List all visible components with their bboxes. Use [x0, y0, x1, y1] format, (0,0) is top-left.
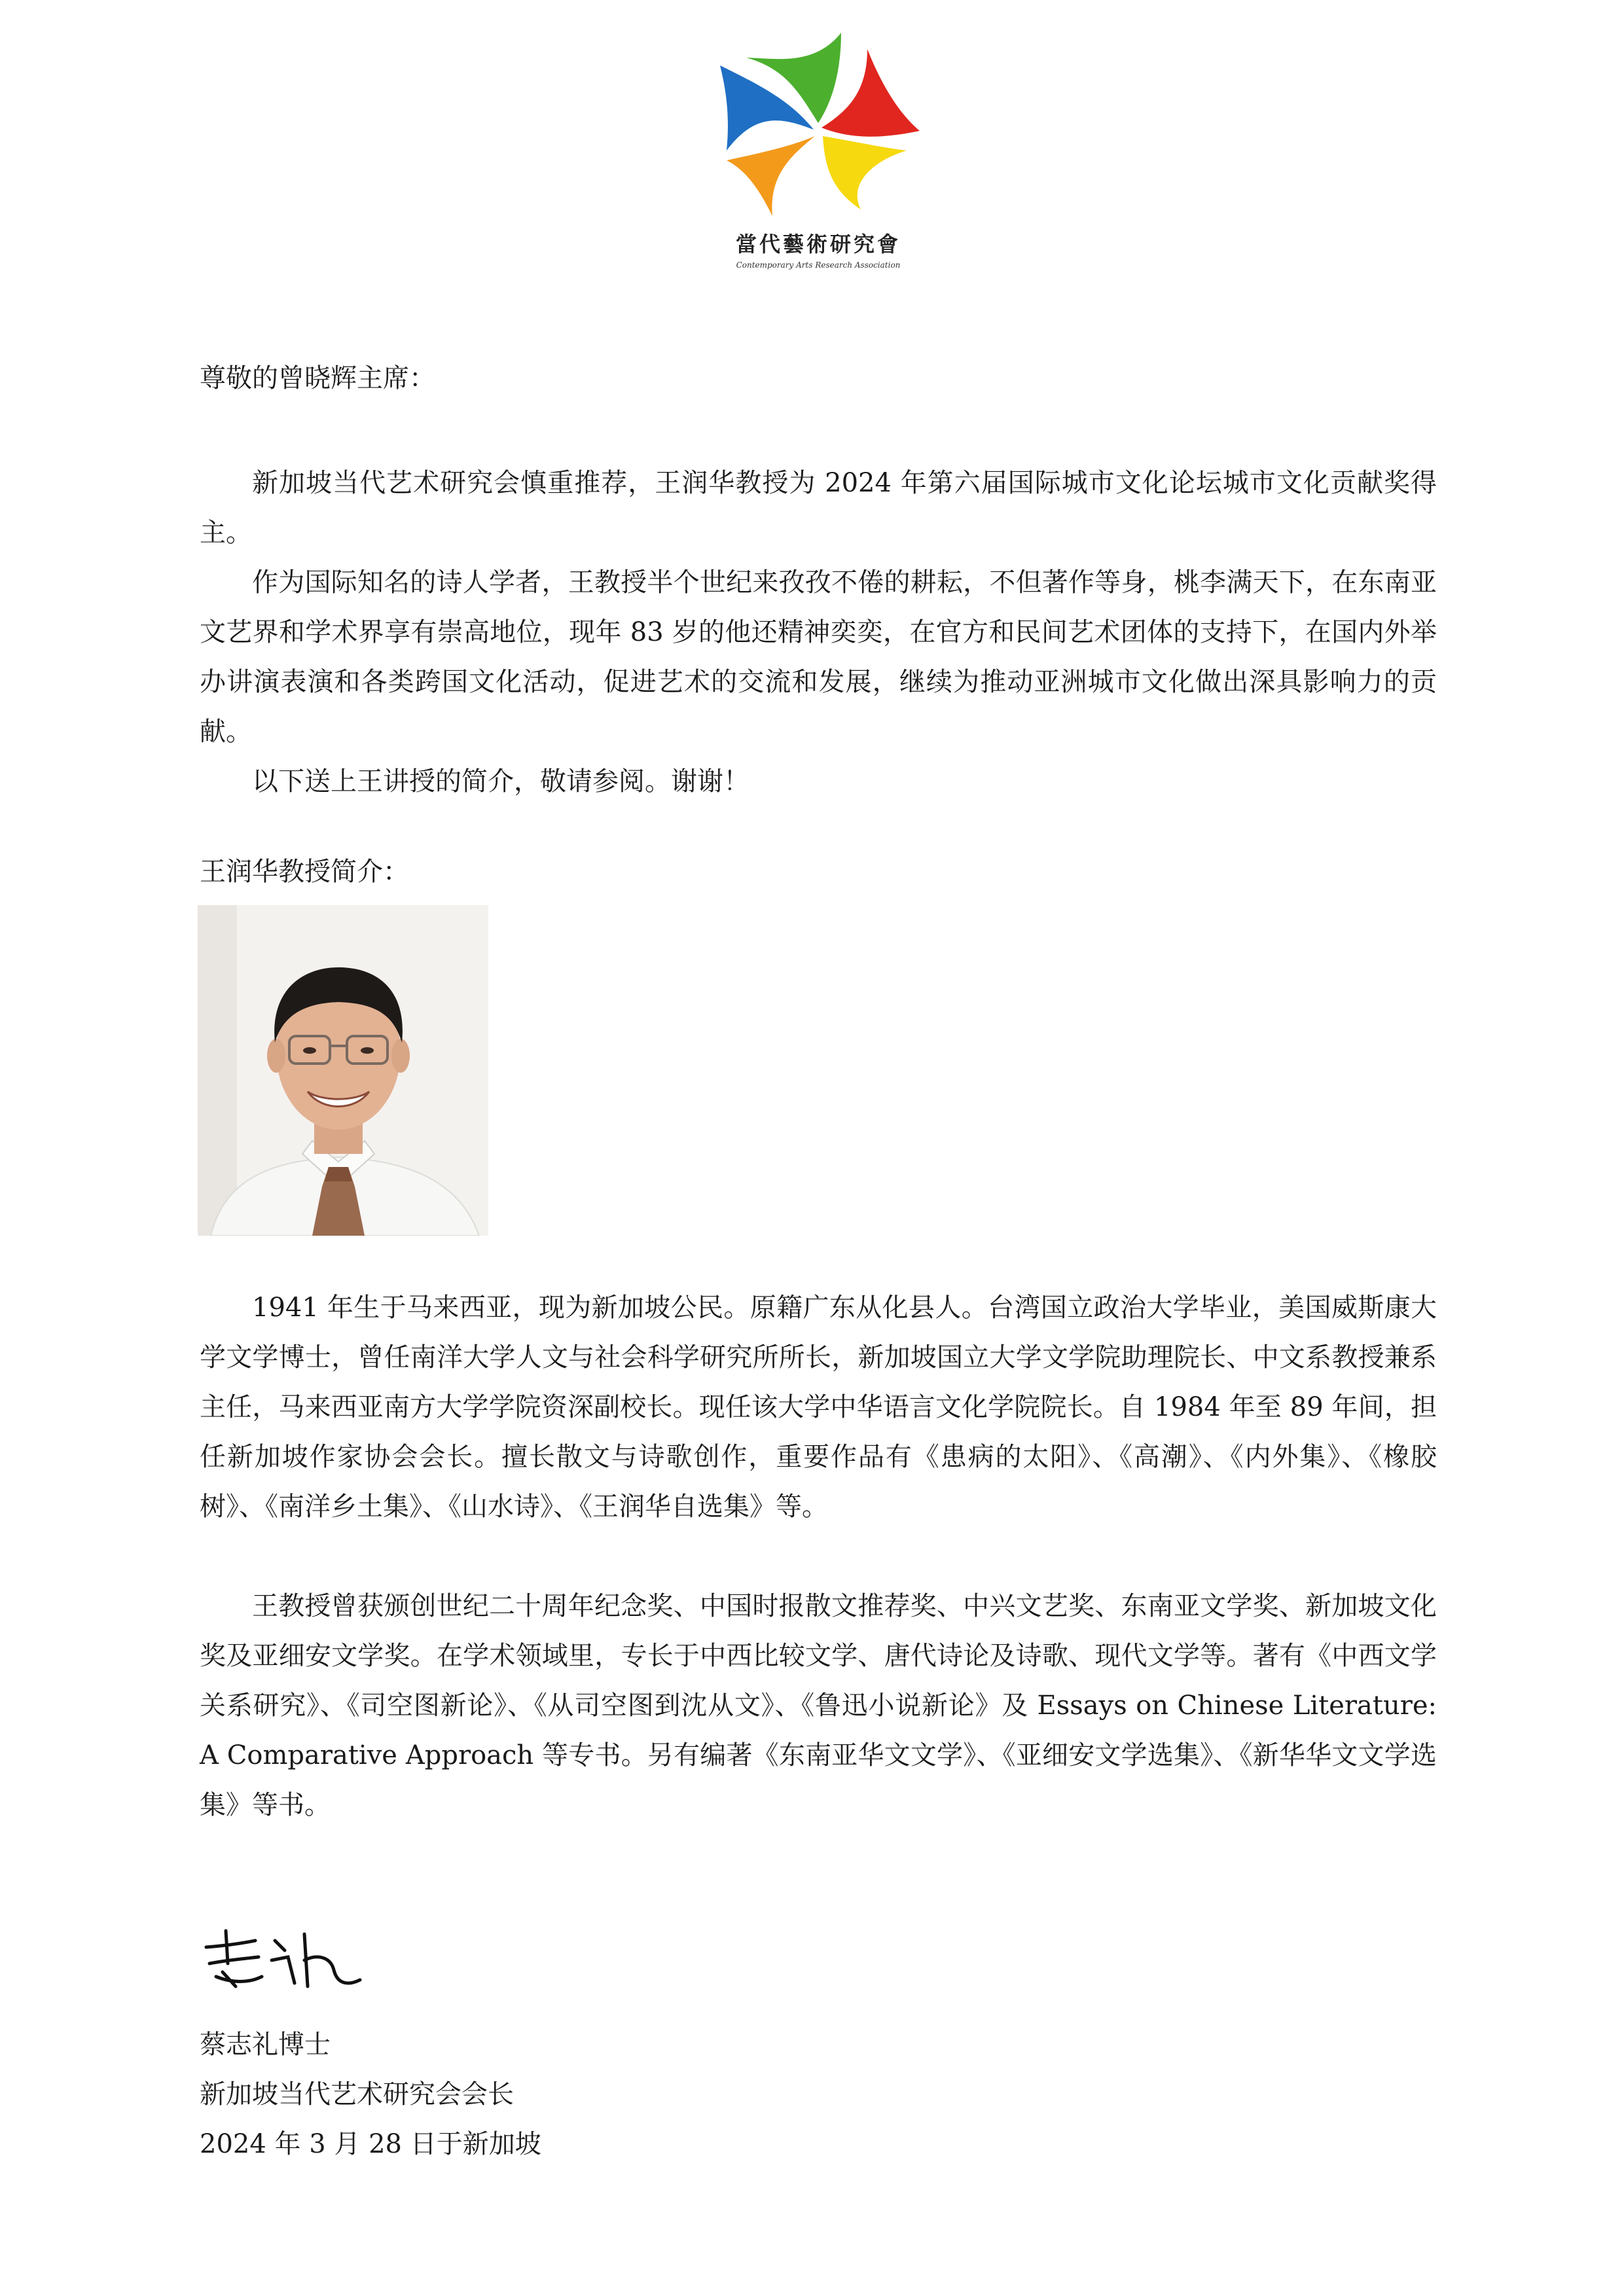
- orange-petal-shape: [727, 136, 815, 216]
- pinwheel-logo-icon: [710, 20, 926, 229]
- yellow-petal-shape: [823, 136, 907, 209]
- handwritten-signature: [196, 1921, 367, 2000]
- closing-block: [200, 2020, 541, 2169]
- biography-text: 1941 年生于马来西亚，现为新加坡公民。原籍广东从化县人。台湾国立政治大学毕业，美国威斯康大学文学博士，曾任南洋大学人文与社会科学研究所所长，新加坡国立大学文学院助理院长、中文系教授兼系主任，马来西亚南方大学学院资深副校长。现任该大学中华语言文化学院院长。自 1984 年至 89 年间，担任新加坡作家协会会长。擅长散文与诗歌创作，重要作品有《患病的太阳》、《高潮》、《内外集》、《橡胶树》、《南洋乡土集》、《山水诗》、《王润华自选集》等。: [200, 1293, 1437, 1522]
- signer-name: 蔡志礼博士: [200, 2030, 331, 2060]
- logo-chinese-name: 當代藝術研究會: [735, 232, 901, 257]
- profile-title: 王润华教授简介：: [200, 857, 409, 887]
- salutation: 尊敬的曾晓辉主席：: [200, 363, 435, 393]
- biography-paragraph-1: [200, 1283, 1437, 1532]
- association-logo: [710, 20, 926, 281]
- portrait-illustration: [198, 905, 488, 1236]
- biography-paragraph-2: [200, 1581, 1437, 1830]
- letter-date: 2024 年 3 月 28 日于新加坡: [200, 2129, 541, 2159]
- closing-request-paragraph: 以下送上王讲授的简介，敬请参阅。谢谢！: [252, 766, 749, 797]
- signer-position: 新加坡当代艺术研究会会长: [200, 2079, 514, 2109]
- achievement-paragraph: 作为国际知名的诗人学者，王教授半个世纪来孜孜不倦的耕耘，不但著作等身，桃李满天下，在东南亚文艺界和学术界享有崇高地位，现年 83 岁的他还精神奕奕，在官方和民间艺术团体的支持下，在国内外举办讲演表演和各类跨国文化活动，促进艺术的交流和发展，继续为推动亚洲城市文化做出深具影响力的贡献。: [200, 567, 1437, 747]
- achievements-text: 王教授曾获颁创世纪二十周年纪念奖、中国时报散文推荐奖、中兴文艺奖、东南亚文学奖、新加坡文化奖及亚细安文学奖。在学术领域里，专长于中西比较文学、唐代诗论及诗歌、现代文学等。著有《中西文学关系研究》、《司空图新论》、《从司空图到沈从文》、《鲁迅小说新论》及 Essays on Chinese Literature: A Comparative Approach 等专书。另有编著《东南亚华文文学》、《亚细安文学选集》、《新华华文文学选集》等书。: [200, 1591, 1437, 1820]
- logo-english-name: Contemporary Arts Research Association: [736, 260, 901, 270]
- recommendation-paragraph: 新加坡当代艺术研究会慎重推荐，王润华教授为 2024 年第六届国际城市文化论坛城市文化贡献奖得主。: [200, 468, 1437, 548]
- portrait-photo: [198, 905, 488, 1236]
